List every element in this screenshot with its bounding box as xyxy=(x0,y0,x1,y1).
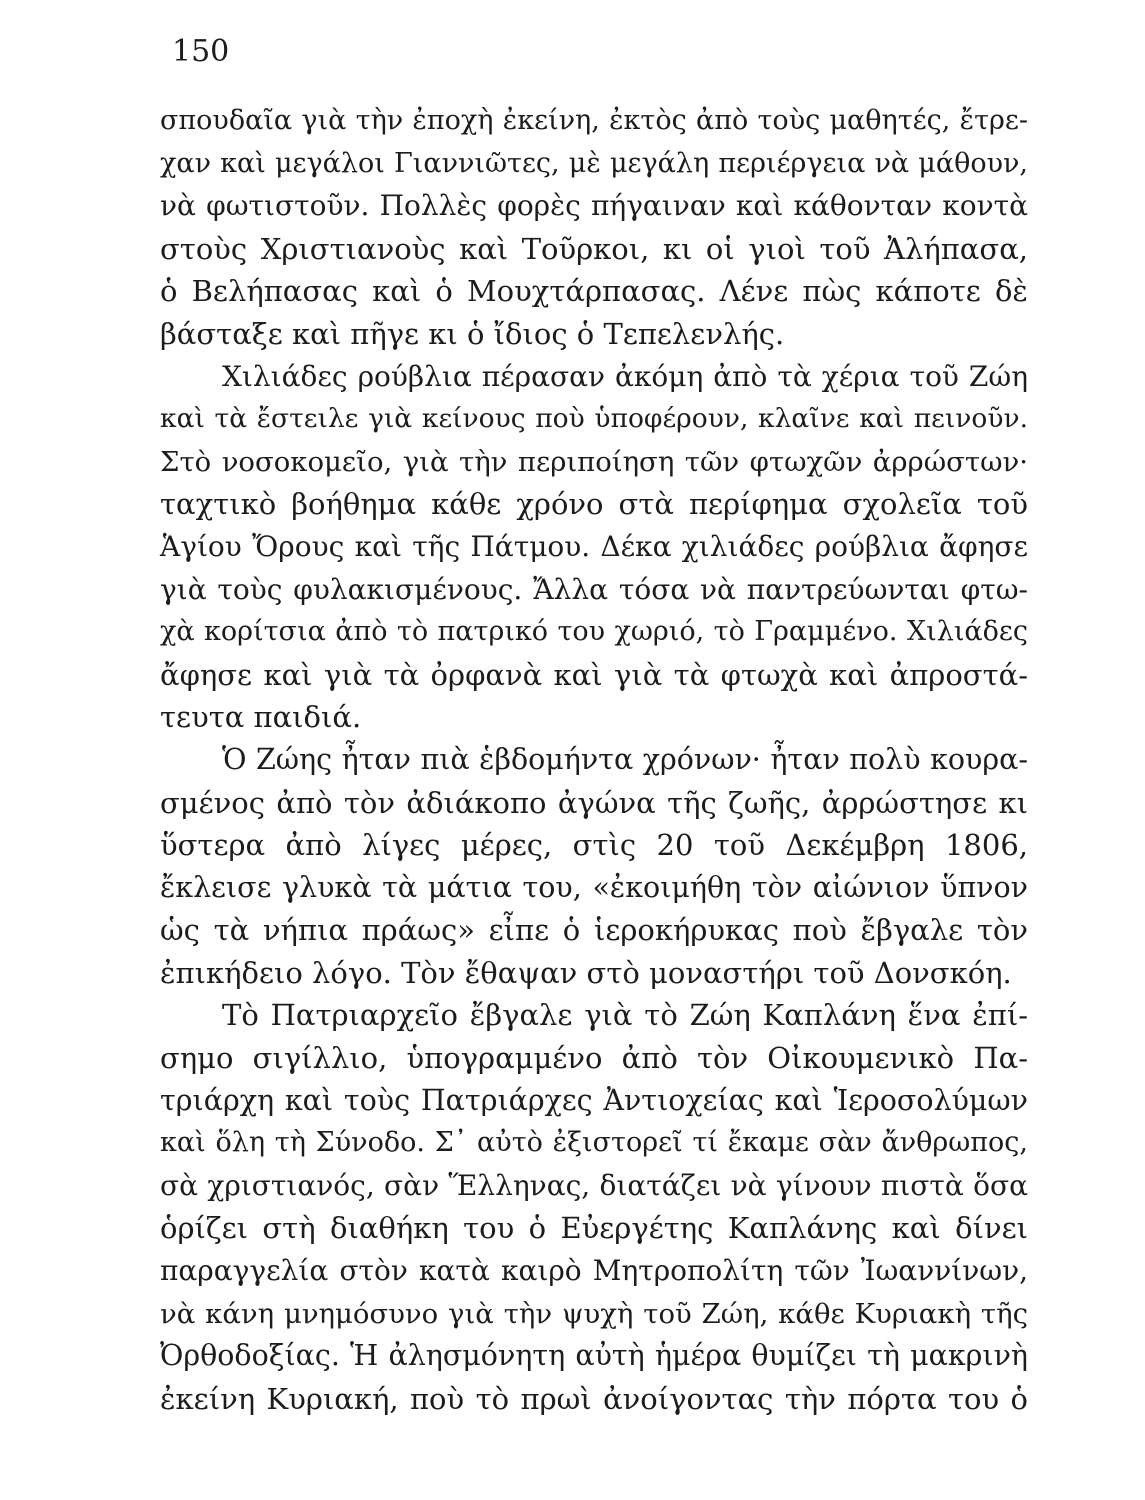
text-line: χὰ κορίτσια ἀπὸ τὸ πατρικό του χωριό, τὸ Γραμμένο. Χιλιάδες xyxy=(160,616,1028,648)
text-line: Ὁ Ζώης ἦταν πιὰ ἑβδομήντα χρόνων· ἦταν πολὺ κουρα- xyxy=(222,742,1028,776)
text-line: ὕστερα ἀπὸ λίγες μέρες, στὶς 20 τοῦ Δεκέμβρη 1806, xyxy=(160,828,1028,863)
text-line: ὡς τὰ νήπια πράως» εἶπε ὁ ἱεροκήρυκας ποὺ ἔβγαλε τὸν xyxy=(160,913,1028,948)
text-line: ὁ Βελήπασας καὶ ὁ Μουχτάρπασας. Λένε πὼς κάποτε δὲ xyxy=(160,274,1028,309)
text-line: καὶ τὰ ἔστειλε γιὰ κείνους ποὺ ὑποφέρουν, κλαῖνε καὶ πεινοῦν. xyxy=(160,403,1028,435)
text-line: σμένος ἀπὸ τὸν ἀδιάκοπο ἀγώνα τῆς ζωῆς, ἀρρώστησε κι xyxy=(160,785,1028,820)
text-line: παραγγελία στὸν κατὰ καιρὸ Μητροπολίτη τῶν Ἰωαννίνων, xyxy=(160,1254,1028,1288)
text-line: σπουδαῖα γιὰ τὴν ἐποχὴ ἐκείνη, ἐκτὸς ἀπὸ τοὺς μαθητές, ἔτρε- xyxy=(160,105,1028,136)
text-line: χαν καὶ μεγάλοι Γιαννιῶτες, μὲ μεγάλη περιέργεια νὰ μάθουν, xyxy=(160,147,1028,179)
text-line: ἄφησε καὶ γιὰ τὰ ὀρφανὰ καὶ γιὰ τὰ φτωχὰ καὶ ἀπροστά- xyxy=(160,657,1028,692)
text-line: ἐκείνη Κυριακή, ποὺ τὸ πρωὶ ἀνοίγοντας τὴν πόρτα του ὁ xyxy=(160,1381,1028,1416)
text-line: γιὰ τοὺς φυλακισμένους. Ἄλλα τόσα νὰ παντρεύωνται φτω- xyxy=(160,572,1028,606)
text-line: στοὺς Χριστιανοὺς καὶ Τοῦρκοι, κι οἱ γιοὶ τοῦ Ἀλήπασα, xyxy=(160,231,1028,266)
text-line: σὰ χριστιανός, σὰν Ἕλληνας, διατάζει νὰ γίνουν πιστὰ ὅσα xyxy=(160,1168,1028,1202)
page-number: 150 xyxy=(172,34,230,69)
text-line: ὁρίζει στὴ διαθήκη του ὁ Εὐεργέτης Καπλάνης καὶ δίνει xyxy=(160,1211,1028,1246)
text-line: Χιλιάδες ρούβλια πέρασαν ἀκόμη ἀπὸ τὰ χέρια τοῦ Ζώη xyxy=(222,359,1028,393)
text-line: καὶ ὅλη τὴ Σύνοδο. Σ᾽ αὐτὸ ἐξιστορεῖ τί ἔκαμε σὰν ἄνθρωπος, xyxy=(160,1127,1028,1159)
text-line: νὰ φωτιστοῦν. Πολλὲς φορὲς πήγαιναν καὶ κάθονταν κοντὰ xyxy=(160,189,1028,223)
text-line: ταχτικὸ βοήθημα κάθε χρόνο στὰ περίφημα σχολεῖα τοῦ xyxy=(160,487,1028,522)
text-line: Τὸ Πατριαρχεῖο ἔβγαλε γιὰ τὸ Ζώη Καπλάνη ἕνα ἐπί- xyxy=(222,998,1028,1033)
text-line: σημο σιγίλλιο, ὑπογραμμένο ἀπὸ τὸν Οἰκουμενικὸ Πα- xyxy=(160,1041,1028,1076)
text-line: Ὀρθοδοξίας. Ἡ ἀλησμόνητη αὐτὴ ἡμέρα θυμίζει τὴ μακρινὴ xyxy=(160,1339,1028,1373)
text-line: τριάρχη καὶ τοὺς Πατριάρχες Ἀντιοχείας καὶ Ἱεροσολύμων xyxy=(160,1083,1028,1117)
text-line: Ἁγίου Ὄρους καὶ τῆς Πάτμου. Δέκα χιλιάδες ρούβλια ἄφησε xyxy=(160,529,1028,563)
text-line: τευτα παιδιά. xyxy=(160,700,362,735)
text-line: ἐπικήδειο λόγο. Τὸν ἔθαψαν στὸ μοναστήρι τοῦ Δονσκόη. xyxy=(160,955,1012,990)
text-line: νὰ κάνη μνημόσυνο γιὰ τὴν ψυχὴ τοῦ Ζώη, κάθε Κυριακὴ τῆς xyxy=(160,1297,1028,1330)
body-text xyxy=(160,100,1028,1420)
text-line: βάσταξε καὶ πῆγε κι ὁ ἴδιος ὁ Τεπελενλής. xyxy=(160,316,785,351)
text-line: ἔκλεισε γλυκὰ τὰ μάτια του, «ἐκοιμήθη τὸν αἰώνιον ὕπνον xyxy=(160,870,1028,904)
text-line: Στὸ νοσοκομεῖο, γιὰ τὴν περιποίηση τῶν φτωχῶν ἀρρώστων· xyxy=(160,445,1028,478)
